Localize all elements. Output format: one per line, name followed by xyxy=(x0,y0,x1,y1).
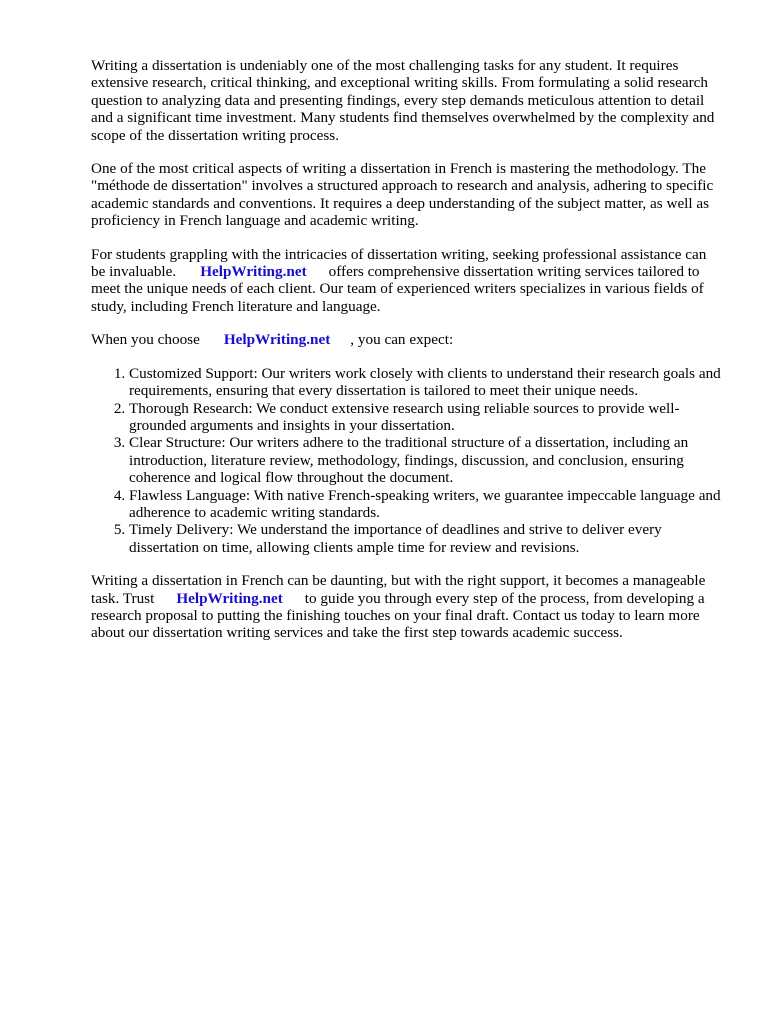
assistance-text-after: offers comprehensive dissertation writing services tailored to meet the unique needs of each client. Our team of experienced writers specializes in various fields of study, including French literature and language. xyxy=(91,263,704,315)
expectations-text-after: , you can expect: xyxy=(350,331,454,349)
assistance-text-before: For students grappling with the intricacies of dissertation writing, seeking professional assistance can be invaluable. xyxy=(91,245,707,281)
methodology-paragraph: One of the most critical aspects of writing a dissertation in French is mastering the methodology. The "méthode de dissertation" involves a structured approach to research and analysis, adhering to specific academic standards and conventions. It requires a deep understanding of the subject matter, as well as proficiency in French language and academic writing. xyxy=(91,160,714,230)
closing-paragraph xyxy=(91,572,721,642)
assistance-paragraph xyxy=(91,246,721,316)
list-item: 2. Thorough Research: We conduct extensive research using reliable sources to provide well-grounded arguments and insights in your dissertation. xyxy=(129,400,721,435)
expectations-text-before: When you choose xyxy=(91,331,200,349)
list-item: 3. Clear Structure: Our writers adhere to the traditional structure of a dissertation, including an introduction, literature review, methodology, findings, discussion, and conclusion, ensuring coherence and logical flow throughout the document. xyxy=(129,434,721,486)
list-item: 4. Flawless Language: With native French-speaking writers, we guarantee impeccable language and adherence to academic writing standards. xyxy=(129,487,721,522)
document-page xyxy=(91,57,721,658)
intro-paragraph: Writing a dissertation is undeniably one of the most challenging tasks for any student. It requires extensive research, critical thinking, and exceptional writing skills. From formulating a solid research question to analyzing data and presenting findings, every step demands meticulous attention to detail and a significant time investment. Many students find themselves overwhelmed by the complexity and scope of the dissertation writing process. xyxy=(91,57,715,144)
benefits-list xyxy=(91,365,721,556)
helpwriting-link-1[interactable]: HelpWriting.net xyxy=(200,263,307,281)
helpwriting-link-3[interactable]: HelpWriting.net xyxy=(176,589,283,607)
list-item: 5. Timely Delivery: We understand the importance of deadlines and strive to deliver every dissertation on time, allowing clients ample time for review and revisions. xyxy=(129,521,721,556)
list-item: 1. Customized Support: Our writers work closely with clients to understand their research goals and requirements, ensuring that every dissertation is tailored to meet their unique needs. xyxy=(129,365,721,400)
helpwriting-link-2[interactable]: HelpWriting.net xyxy=(223,331,331,349)
closing-text-before: Writing a dissertation in French can be daunting, but with the right support, it becomes a manageable task. Trust xyxy=(91,572,706,607)
expectations-intro-paragraph xyxy=(91,331,721,348)
closing-text-after: to guide you through every step of the process, from developing a research proposal to putting the finishing touches on your final draft. Contact us today to learn more about our dissertation writing services and take the first step towards academic success. xyxy=(91,589,705,642)
